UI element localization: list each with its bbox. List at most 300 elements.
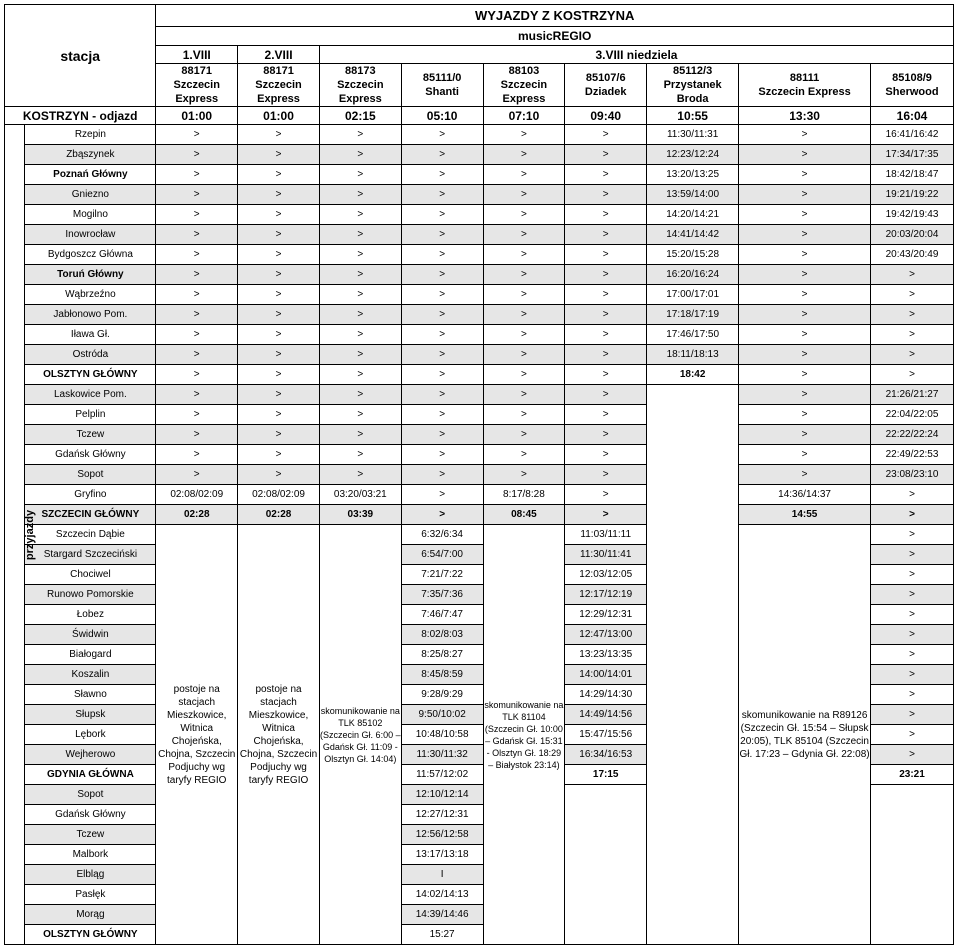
time-cell: > <box>401 125 483 145</box>
note-col1: postoje na stacjach Mieszkowice, Witnica Chojeńska, Chojna, Szczecin Podjuchy wg taryfy REGIO <box>156 525 238 945</box>
train-name: Szczecin Express <box>173 79 220 105</box>
time-cell: 03:39 <box>319 505 401 525</box>
train-number: 85112/3 <box>673 65 713 77</box>
train-header-1 <box>156 64 238 107</box>
time-cell: 17:34/17:35 <box>871 145 954 165</box>
time-cell: > <box>156 365 238 385</box>
time-cell: > <box>871 345 954 365</box>
departure-time-6: 09:40 <box>565 107 647 125</box>
train-header-5 <box>483 64 565 107</box>
page-title: WYJAZDY Z KOSTRZYNA <box>156 5 954 27</box>
station-name: OLSZTYN GŁÓWNY <box>25 365 156 385</box>
time-cell: > <box>156 125 238 145</box>
time-cell: 11:57/12:02 <box>401 765 483 785</box>
time-cell: > <box>483 465 565 485</box>
departure-row <box>5 107 954 125</box>
train-name: Dziadek <box>584 86 627 98</box>
train-name: Szczecin Express <box>500 79 548 105</box>
time-cell: > <box>401 365 483 385</box>
table-row <box>5 145 954 165</box>
time-cell: > <box>565 185 647 205</box>
station-name: Sopot <box>25 465 156 485</box>
time-cell: > <box>401 245 483 265</box>
time-cell: > <box>739 265 871 285</box>
time-cell: > <box>401 385 483 405</box>
departure-time-7: 10:55 <box>647 107 739 125</box>
time-cell: > <box>156 465 238 485</box>
time-cell: 12:03/12:05 <box>565 565 647 585</box>
time-cell: 18:11/18:13 <box>647 345 739 365</box>
time-cell: I <box>401 865 483 885</box>
time-cell: > <box>483 185 565 205</box>
time-cell: > <box>319 345 401 365</box>
table-row <box>5 445 954 465</box>
time-cell: > <box>871 325 954 345</box>
train-number: 85108/9 <box>892 72 932 84</box>
table-row <box>5 245 954 265</box>
time-cell: 03:20/03:21 <box>319 485 401 505</box>
time-cell: > <box>401 205 483 225</box>
time-cell: 11:30/11:31 <box>647 125 739 145</box>
departure-time-5: 07:10 <box>483 107 565 125</box>
time-cell: > <box>739 405 871 425</box>
time-cell: > <box>156 285 238 305</box>
time-cell: > <box>401 165 483 185</box>
stacja-header: stacja <box>5 5 156 107</box>
time-cell: > <box>483 325 565 345</box>
time-cell: 12:17/12:19 <box>565 585 647 605</box>
time-cell: > <box>739 385 871 405</box>
time-cell: 7:21/7:22 <box>401 565 483 585</box>
note-col2: postoje na stacjach Mieszkowice, Witnica Chojeńska, Chojna, Szczecin Podjuchy wg taryfy REGIO <box>238 525 320 945</box>
time-cell: > <box>319 125 401 145</box>
time-cell: > <box>565 505 647 525</box>
train-name: Sherwood <box>885 86 939 98</box>
time-cell: > <box>319 265 401 285</box>
time-cell: > <box>156 165 238 185</box>
time-cell: > <box>565 345 647 365</box>
time-cell: > <box>156 245 238 265</box>
time-cell: 12:29/12:31 <box>565 605 647 625</box>
time-cell: > <box>319 205 401 225</box>
time-cell: > <box>401 445 483 465</box>
time-cell: 10:48/10:58 <box>401 725 483 745</box>
station-name: Sopot <box>25 785 156 805</box>
table-row <box>5 405 954 425</box>
time-cell: > <box>401 185 483 205</box>
train-header-2 <box>238 64 320 107</box>
station-name: Jabłonowo Pom. <box>25 305 156 325</box>
time-cell: > <box>739 365 871 385</box>
time-cell: 8:45/8:59 <box>401 665 483 685</box>
train-number: 85107/6 <box>585 72 626 84</box>
time-cell: > <box>871 585 954 605</box>
time-cell: 22:04/22:05 <box>871 405 954 425</box>
time-cell: > <box>565 265 647 285</box>
time-cell: > <box>238 385 320 405</box>
time-cell: > <box>156 185 238 205</box>
time-cell: > <box>565 465 647 485</box>
time-cell: 18:42/18:47 <box>871 165 954 185</box>
time-cell: 19:21/19:22 <box>871 185 954 205</box>
table-row <box>5 345 954 365</box>
time-cell: > <box>156 445 238 465</box>
time-cell: > <box>319 445 401 465</box>
time-cell: 12:10/12:14 <box>401 785 483 805</box>
time-cell: > <box>871 725 954 745</box>
time-cell: > <box>871 625 954 645</box>
time-cell: > <box>565 385 647 405</box>
time-cell: 14:55 <box>739 505 871 525</box>
time-cell: 7:46/7:47 <box>401 605 483 625</box>
time-cell: 12:56/12:58 <box>401 825 483 845</box>
table-row <box>5 385 954 405</box>
time-cell: 12:47/13:00 <box>565 625 647 645</box>
station-name: Białogard <box>25 645 156 665</box>
time-cell: 15:27 <box>401 925 483 945</box>
time-cell: > <box>739 245 871 265</box>
station-name: Laskowice Pom. <box>25 385 156 405</box>
time-cell: > <box>871 525 954 545</box>
time-cell: > <box>319 425 401 445</box>
time-cell: 14:39/14:46 <box>401 905 483 925</box>
table-row <box>5 205 954 225</box>
time-cell: > <box>483 345 565 365</box>
departure-time-1: 01:00 <box>156 107 238 125</box>
time-cell: 22:49/22:53 <box>871 445 954 465</box>
train-header-9 <box>871 64 954 107</box>
time-cell: > <box>319 285 401 305</box>
station-name: Chociwel <box>25 565 156 585</box>
time-cell: 14:49/14:56 <box>565 705 647 725</box>
departure-time-2: 01:00 <box>238 107 320 125</box>
station-name: Morąg <box>25 905 156 925</box>
time-cell: > <box>871 505 954 525</box>
time-cell: > <box>319 245 401 265</box>
time-cell: 17:00/17:01 <box>647 285 739 305</box>
time-cell: 17:18/17:19 <box>647 305 739 325</box>
time-cell: > <box>319 365 401 385</box>
time-cell: > <box>483 225 565 245</box>
time-cell: > <box>739 205 871 225</box>
time-cell: > <box>871 305 954 325</box>
time-cell: 19:42/19:43 <box>871 205 954 225</box>
time-cell: > <box>238 145 320 165</box>
time-cell: 02:08/02:09 <box>238 485 320 505</box>
time-cell: > <box>739 145 871 165</box>
station-name: Toruń Główny <box>25 265 156 285</box>
time-cell: 02:28 <box>238 505 320 525</box>
time-cell: > <box>319 405 401 425</box>
time-cell: > <box>739 325 871 345</box>
time-cell: > <box>565 425 647 445</box>
time-cell: > <box>871 545 954 565</box>
time-cell: 14:00/14:01 <box>565 665 647 685</box>
blank-cell <box>647 385 739 945</box>
time-cell: > <box>156 325 238 345</box>
time-cell: 20:03/20:04 <box>871 225 954 245</box>
time-cell: > <box>156 145 238 165</box>
blank-cell <box>565 785 647 945</box>
time-cell: > <box>483 385 565 405</box>
time-cell: > <box>156 385 238 405</box>
time-cell: 21:26/21:27 <box>871 385 954 405</box>
station-name: Gryfino <box>25 485 156 505</box>
train-number: 88171 <box>263 65 294 77</box>
station-name: Łobez <box>25 605 156 625</box>
time-cell: > <box>238 205 320 225</box>
time-cell: > <box>319 165 401 185</box>
time-cell: > <box>238 165 320 185</box>
time-cell: > <box>483 145 565 165</box>
table-row <box>5 165 954 185</box>
time-cell: > <box>238 425 320 445</box>
time-cell: > <box>739 185 871 205</box>
train-header-7 <box>647 64 739 107</box>
table-row <box>5 125 954 145</box>
note-col5: skomunikowanie na TLK 81104 (Szczecin Gł. 10:00 – Gdańsk Gł. 15:31 - Olsztyn Gł. 18:29 – Białystok 23:14) <box>483 525 565 945</box>
station-name: Pasłęk <box>25 885 156 905</box>
departure-time-9: 16:04 <box>871 107 954 125</box>
time-cell: 8:17/8:28 <box>483 485 565 505</box>
station-name: Mogilno <box>25 205 156 225</box>
time-cell: > <box>238 185 320 205</box>
time-cell: > <box>871 365 954 385</box>
station-name: Elbląg <box>25 865 156 885</box>
station-name: Ostróda <box>25 345 156 365</box>
time-cell: > <box>739 425 871 445</box>
blank-cell <box>871 785 954 945</box>
time-cell: > <box>156 305 238 325</box>
time-cell: 16:41/16:42 <box>871 125 954 145</box>
time-cell: 15:47/15:56 <box>565 725 647 745</box>
time-cell: > <box>319 185 401 205</box>
station-name: Iława Gł. <box>25 325 156 345</box>
table-row <box>5 525 954 545</box>
train-header-8 <box>739 64 871 107</box>
time-cell: > <box>483 445 565 465</box>
timetable <box>4 4 954 945</box>
time-cell: 13:59/14:00 <box>647 185 739 205</box>
table-row <box>5 185 954 205</box>
time-cell: > <box>565 405 647 425</box>
train-name: Przystanek Broda <box>663 79 722 105</box>
time-cell: > <box>565 165 647 185</box>
station-name: Gniezno <box>25 185 156 205</box>
time-cell: > <box>401 325 483 345</box>
date-header-3: 3.VIII niedziela <box>319 46 953 64</box>
time-cell: > <box>238 465 320 485</box>
time-cell: > <box>483 165 565 185</box>
time-cell: 22:22/22:24 <box>871 425 954 445</box>
departure-time-4: 05:10 <box>401 107 483 125</box>
station-name: Gdańsk Główny <box>25 805 156 825</box>
time-cell: 12:23/12:24 <box>647 145 739 165</box>
table-row <box>5 265 954 285</box>
time-cell: > <box>238 225 320 245</box>
time-cell: > <box>565 145 647 165</box>
train-name: Shanti <box>425 86 459 98</box>
time-cell: 14:36/14:37 <box>739 485 871 505</box>
time-cell: > <box>483 405 565 425</box>
time-cell: > <box>565 225 647 245</box>
station-name: Inowrocław <box>25 225 156 245</box>
time-cell: 17:15 <box>565 765 647 785</box>
table-row <box>5 485 954 505</box>
time-cell: > <box>871 605 954 625</box>
station-name: Rzepin <box>25 125 156 145</box>
time-cell: > <box>739 125 871 145</box>
time-cell: > <box>565 485 647 505</box>
time-cell: > <box>565 285 647 305</box>
time-cell: > <box>401 285 483 305</box>
time-cell: > <box>401 505 483 525</box>
time-cell: > <box>238 285 320 305</box>
time-cell: > <box>483 285 565 305</box>
time-cell: > <box>156 205 238 225</box>
train-name: Szczecin Express <box>337 79 384 105</box>
note-col3: skomunikowanie na TLK 85102 (Szczecin Gł. 6:00 – Gdańsk Gł. 11:09 - Olsztyn Gł. 14:04) <box>319 525 401 945</box>
side-label: przyjazdy <box>24 509 37 560</box>
time-cell: > <box>319 305 401 325</box>
time-cell: > <box>401 265 483 285</box>
time-cell: 02:08/02:09 <box>156 485 238 505</box>
train-name: Szczecin Express <box>758 86 851 98</box>
time-cell: 14:02/14:13 <box>401 885 483 905</box>
station-name: Poznań Główny <box>25 165 156 185</box>
time-cell: > <box>156 265 238 285</box>
time-cell: > <box>483 365 565 385</box>
time-cell: 9:50/10:02 <box>401 705 483 725</box>
time-cell: > <box>739 165 871 185</box>
time-cell: 11:30/11:41 <box>565 545 647 565</box>
time-cell: 15:20/15:28 <box>647 245 739 265</box>
time-cell: > <box>319 225 401 245</box>
time-cell: > <box>871 745 954 765</box>
table-row <box>5 505 954 525</box>
table-row <box>5 425 954 445</box>
time-cell: 23:21 <box>871 765 954 785</box>
station-name: Sławno <box>25 685 156 705</box>
time-cell: > <box>483 265 565 285</box>
time-cell: 13:23/13:35 <box>565 645 647 665</box>
table-row <box>5 365 954 385</box>
time-cell: 13:20/13:25 <box>647 165 739 185</box>
train-number: 88103 <box>508 65 540 77</box>
time-cell: > <box>483 305 565 325</box>
time-cell: > <box>483 425 565 445</box>
time-cell: > <box>401 225 483 245</box>
time-cell: > <box>483 205 565 225</box>
time-cell: > <box>319 385 401 405</box>
station-name: Koszalin <box>25 665 156 685</box>
time-cell: > <box>401 305 483 325</box>
time-cell: 17:46/17:50 <box>647 325 739 345</box>
time-cell: 14:41/14:42 <box>647 225 739 245</box>
time-cell: > <box>156 225 238 245</box>
station-name: Świdwin <box>25 625 156 645</box>
time-cell: > <box>739 225 871 245</box>
station-name: OLSZTYN GŁÓWNY <box>25 925 156 945</box>
station-name: Pelplin <box>25 405 156 425</box>
station-name: Tczew <box>25 425 156 445</box>
time-cell: > <box>565 205 647 225</box>
time-cell: > <box>871 485 954 505</box>
train-number: 85111/0 <box>422 72 462 84</box>
time-cell: > <box>483 245 565 265</box>
train-header-6 <box>565 64 647 107</box>
time-cell: > <box>238 305 320 325</box>
time-cell: 9:28/9:29 <box>401 685 483 705</box>
time-cell: 14:20/14:21 <box>647 205 739 225</box>
time-cell: 08:45 <box>483 505 565 525</box>
time-cell: > <box>238 245 320 265</box>
time-cell: > <box>401 425 483 445</box>
time-cell: > <box>238 445 320 465</box>
time-cell: > <box>739 345 871 365</box>
time-cell: > <box>156 425 238 445</box>
time-cell: > <box>739 305 871 325</box>
table-row <box>5 325 954 345</box>
side-label-cell <box>5 125 37 945</box>
station-name: SZCZECIN GŁÓWNY <box>25 505 156 525</box>
time-cell: > <box>401 345 483 365</box>
time-cell: > <box>871 685 954 705</box>
time-cell: > <box>565 125 647 145</box>
station-name: Runowo Pomorskie <box>25 585 156 605</box>
time-cell: > <box>871 645 954 665</box>
station-name: Gdańsk Główny <box>25 445 156 465</box>
time-cell: > <box>401 485 483 505</box>
table-row <box>5 225 954 245</box>
time-cell: > <box>739 445 871 465</box>
date-header-2: 2.VIII <box>238 46 320 64</box>
note-col8: skomunikowanie na R89126 (Szczecin Gł. 15:54 – Słupsk 20:05), TLK 85104 (Szczecin Gł. 17:23 – Gdynia Gł. 22:08) <box>739 525 871 945</box>
station-name: Wejherowo <box>25 745 156 765</box>
station-name: GDYNIA GŁÓWNA <box>25 765 156 785</box>
time-cell: 18:42 <box>647 365 739 385</box>
time-cell: 23:08/23:10 <box>871 465 954 485</box>
time-cell: > <box>871 565 954 585</box>
time-cell: > <box>156 345 238 365</box>
time-cell: > <box>401 405 483 425</box>
time-cell: > <box>565 325 647 345</box>
train-header-4 <box>401 64 483 107</box>
time-cell: > <box>871 665 954 685</box>
train-number: 88171 <box>181 65 213 77</box>
time-cell: > <box>871 265 954 285</box>
table-row <box>5 465 954 485</box>
time-cell: 6:54/7:00 <box>401 545 483 565</box>
departure-time-8: 13:30 <box>739 107 871 125</box>
time-cell: > <box>871 285 954 305</box>
time-cell: 13:17/13:18 <box>401 845 483 865</box>
time-cell: > <box>238 365 320 385</box>
time-cell: 14:29/14:30 <box>565 685 647 705</box>
time-cell: > <box>565 245 647 265</box>
time-cell: > <box>156 405 238 425</box>
time-cell: > <box>565 445 647 465</box>
time-cell: > <box>401 465 483 485</box>
time-cell: > <box>319 325 401 345</box>
time-cell: > <box>238 345 320 365</box>
train-name: Szczecin Express <box>255 79 302 105</box>
station-name: Szczecin Dąbie <box>25 525 156 545</box>
train-number: 88173 <box>345 65 376 77</box>
page-subtitle: musicREGIO <box>156 27 954 46</box>
station-name: Tczew <box>25 825 156 845</box>
date-header-1: 1.VIII <box>156 46 238 64</box>
